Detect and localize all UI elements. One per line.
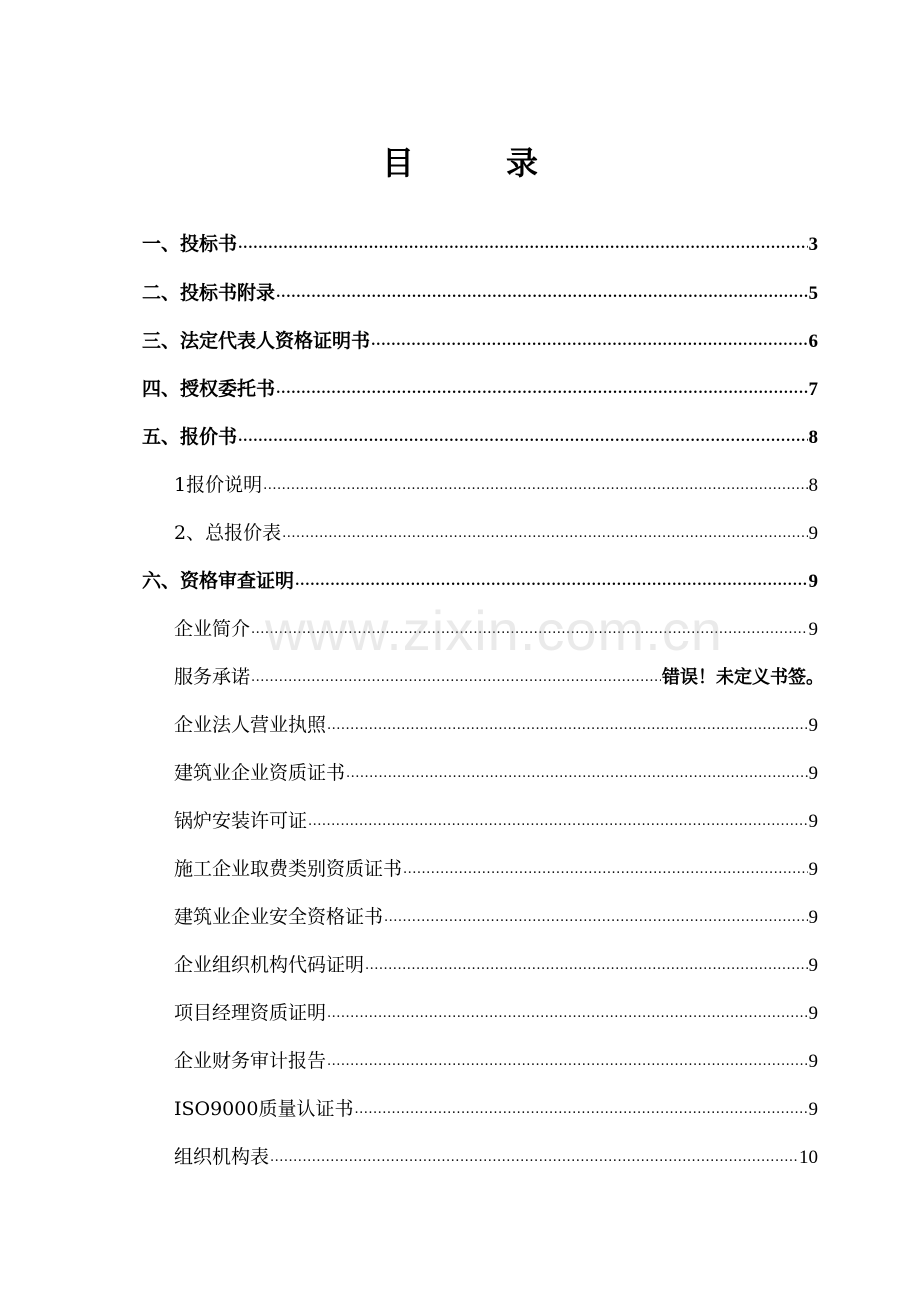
toc-page-number: 9 — [808, 1003, 818, 1024]
toc-dot-leader — [384, 906, 807, 925]
toc-page-number: 9 — [808, 955, 818, 976]
toc-page-number: 9 — [808, 859, 818, 880]
toc-subentry[interactable] — [174, 902, 818, 932]
toc-dot-leader — [238, 233, 807, 252]
toc-dot-leader — [354, 1098, 807, 1117]
toc-page-number: 8 — [808, 427, 818, 448]
toc-entry-label: 企业组织机构代码证明 — [174, 954, 365, 976]
toc-page-number: 9 — [808, 1051, 818, 1072]
toc-page-number: 3 — [808, 234, 818, 255]
toc-entry-label: 施工企业取费类别资质证书 — [174, 858, 403, 880]
toc-entry[interactable] — [142, 326, 818, 356]
toc-entry-label: 企业法人营业执照 — [174, 714, 327, 736]
toc-entry[interactable] — [142, 229, 818, 259]
page-title: 目 录 — [381, 144, 568, 182]
toc-dot-leader — [270, 1146, 798, 1165]
toc-entry[interactable] — [142, 422, 818, 452]
toc-subentry[interactable] — [174, 950, 818, 980]
toc-subentry[interactable] — [174, 518, 818, 548]
toc-subentry[interactable] — [174, 758, 818, 788]
toc-page-number: 7 — [808, 379, 818, 400]
toc-dot-leader — [282, 522, 807, 541]
toc-page-number: 9 — [808, 523, 818, 544]
toc-entry-label: 锅炉安装许可证 — [174, 810, 308, 832]
toc-page-number: 9 — [808, 1099, 818, 1120]
toc-dot-leader — [327, 1002, 807, 1021]
toc-dot-leader — [238, 426, 807, 445]
toc-page-number: 8 — [808, 475, 818, 496]
toc-subentry[interactable] — [174, 1142, 818, 1172]
toc-page-number: 9 — [808, 619, 818, 640]
toc-page-number: 9 — [808, 763, 818, 784]
toc-page-number: 9 — [808, 571, 818, 592]
toc-page-number: 9 — [808, 715, 818, 736]
toc-dot-leader — [251, 666, 661, 685]
toc-dot-leader — [263, 474, 807, 493]
toc-entry-label: ISO9000质量认证书 — [174, 1098, 354, 1120]
watermark: www.zixin.com.cn — [265, 599, 723, 662]
toc-entry[interactable] — [142, 374, 818, 404]
toc-dot-leader — [327, 714, 807, 733]
toc-subentry[interactable] — [174, 1046, 818, 1076]
toc-subentry[interactable] — [174, 662, 824, 692]
toc-subentry[interactable] — [174, 614, 818, 644]
toc-bookmark-error: 错误！未定义书签。 — [662, 667, 824, 688]
toc-entry-label: 建筑业企业安全资格证书 — [174, 906, 384, 928]
toc-dot-leader — [403, 858, 807, 877]
toc-entry-label: 服务承诺 — [174, 666, 251, 688]
toc-entry-label: 企业简介 — [174, 618, 251, 640]
toc-subentry[interactable] — [174, 806, 818, 836]
toc-page-number: 9 — [808, 811, 818, 832]
toc-entry-label: 组织机构表 — [174, 1146, 270, 1168]
toc-entry[interactable] — [142, 566, 818, 596]
toc-subentry[interactable] — [174, 1094, 818, 1124]
toc-page-number: 5 — [808, 283, 818, 304]
toc-page-number: 9 — [808, 907, 818, 928]
toc-dot-leader — [276, 378, 807, 397]
toc-entry-label: 五、报价书 — [142, 426, 238, 448]
toc-entry-label: 企业财务审计报告 — [174, 1050, 327, 1072]
toc-dot-leader — [251, 618, 807, 637]
toc-dot-leader — [295, 570, 807, 589]
toc-entry-label: 一、投标书 — [142, 233, 238, 255]
toc-entry-label: 项目经理资质证明 — [174, 1002, 327, 1024]
toc-dot-leader — [308, 810, 807, 829]
toc-page-number: 10 — [799, 1147, 818, 1168]
toc-dot-leader — [365, 954, 807, 973]
toc-dot-leader — [346, 762, 807, 781]
toc-entry-label: 六、资格审查证明 — [142, 570, 295, 592]
toc-subentry[interactable] — [174, 710, 818, 740]
toc-page-number: 6 — [808, 331, 818, 352]
toc-entry-label: 三、法定代表人资格证明书 — [142, 330, 371, 352]
toc-dot-leader — [276, 282, 807, 301]
toc-subentry[interactable] — [174, 470, 818, 500]
toc-entry-label: 二、投标书附录 — [142, 282, 276, 304]
toc-dot-leader — [371, 330, 807, 349]
toc-entry-label: 四、授权委托书 — [142, 378, 276, 400]
toc-subentry[interactable] — [174, 998, 818, 1028]
toc-entry-label: 2、总报价表 — [174, 522, 282, 544]
toc-entry-label: 1报价说明 — [174, 474, 263, 496]
toc-subentry[interactable] — [174, 854, 818, 884]
toc-dot-leader — [327, 1050, 807, 1069]
toc-entry-label: 建筑业企业资质证书 — [174, 762, 346, 784]
toc-entry[interactable] — [142, 278, 818, 308]
